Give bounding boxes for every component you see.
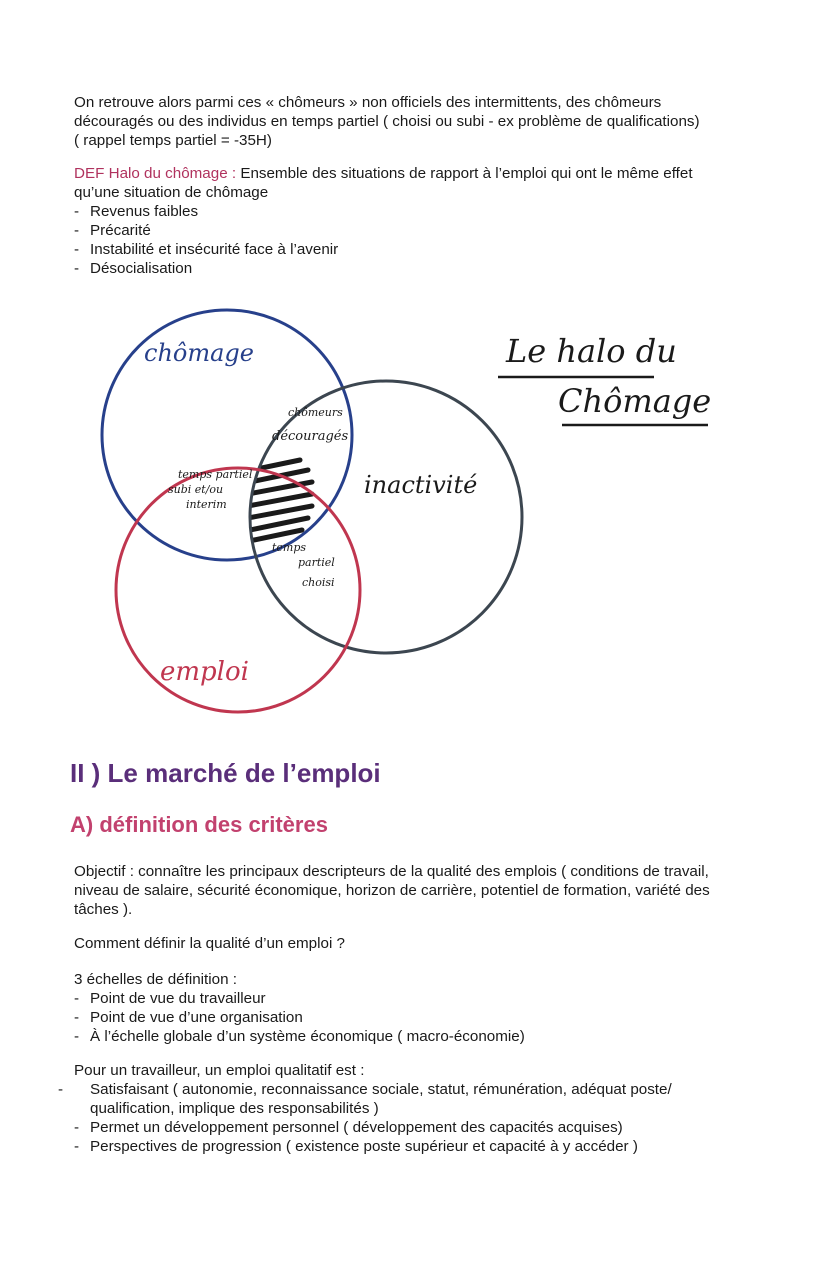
objective-line: Objectif : connaître les principaux descripteurs de la qualité des emplois ( conditions de travail, [74, 863, 709, 880]
label-chomage: chômage [144, 339, 254, 367]
list-item: - Revenus faibles [74, 203, 199, 220]
intro-line: On retrouve alors parmi ces « chômeurs » non officiels des intermittents, des chômeurs [74, 94, 662, 111]
objective-paragraph [74, 862, 754, 919]
label-decourages: découragés [272, 429, 349, 444]
worker-heading: Pour un travailleur, un emploi qualitatif est : [74, 1062, 365, 1079]
definition-text-continued: qu’une situation de chômage [74, 184, 269, 201]
objective-line: niveau de salaire, sécurité économique, horizon de carrière, potentiel de formation, variété des [74, 882, 710, 899]
intro-line: ( rappel temps partiel = -35H) [74, 132, 272, 149]
list-item: - Désocialisation [74, 260, 193, 277]
label-temps-partiel-subi: subi et/ou [168, 483, 224, 496]
diagram-title: Le halo du [506, 332, 677, 370]
list-item: - Point de vue du travailleur [74, 990, 266, 1007]
label-decourages: chômeurs [288, 406, 343, 419]
list-item: - Perspectives de progression ( existence poste supérieur et capacité à y accéder ) [74, 1138, 638, 1155]
definition-label: DEF Halo du chômage : [74, 165, 237, 182]
list-item: - Précarité [74, 222, 151, 239]
section-title: II ) Le marché de l’emploi [70, 758, 381, 788]
objective-line: tâches ). [74, 901, 133, 918]
question: Comment définir la qualité d’un emploi ? [74, 935, 345, 952]
definition-line [74, 164, 754, 183]
list-item: - Instabilité et insécurité face à l’avenir [74, 241, 339, 258]
list-item: - Satisfaisant ( autonomie, reconnaissance sociale, statut, rémunération, adéquat poste/ qualification, implique des responsabilités ) [58, 1081, 672, 1117]
label-temps-partiel-subi: temps partiel [178, 468, 253, 481]
list-item: - À l’échelle globale d’un système économique ( macro-économie) [74, 1028, 525, 1045]
label-temps-partiel-choisi: partiel [298, 556, 335, 569]
intro-line: découragés ou des individus en temps partiel ( choisi ou subi - ex problème de qualifications) [74, 113, 700, 130]
subsection-title: A) définition des critères [70, 812, 328, 837]
definition-text: Ensemble des situations de rapport à l’emploi qui ont le même effet [236, 165, 693, 182]
label-temps-partiel-choisi: temps [272, 541, 307, 554]
scales-block [74, 970, 754, 1046]
label-inactivite: inactivité [364, 471, 478, 499]
list-item: - Point de vue d’une organisation [74, 1009, 303, 1026]
list-item: - Permet un développement personnel ( développement des capacités acquises) [74, 1119, 623, 1136]
definition-block [74, 164, 754, 278]
label-temps-partiel-subi: interim [186, 498, 227, 511]
label-emploi: emploi [160, 657, 249, 687]
label-temps-partiel-choisi: choisi [302, 576, 335, 589]
scales-heading: 3 échelles de définition : [74, 971, 237, 988]
worker-block [58, 1061, 754, 1156]
intro-paragraph [74, 93, 754, 150]
halo-venn-diagram [0, 290, 828, 745]
diagram-title: Chômage [558, 382, 712, 420]
